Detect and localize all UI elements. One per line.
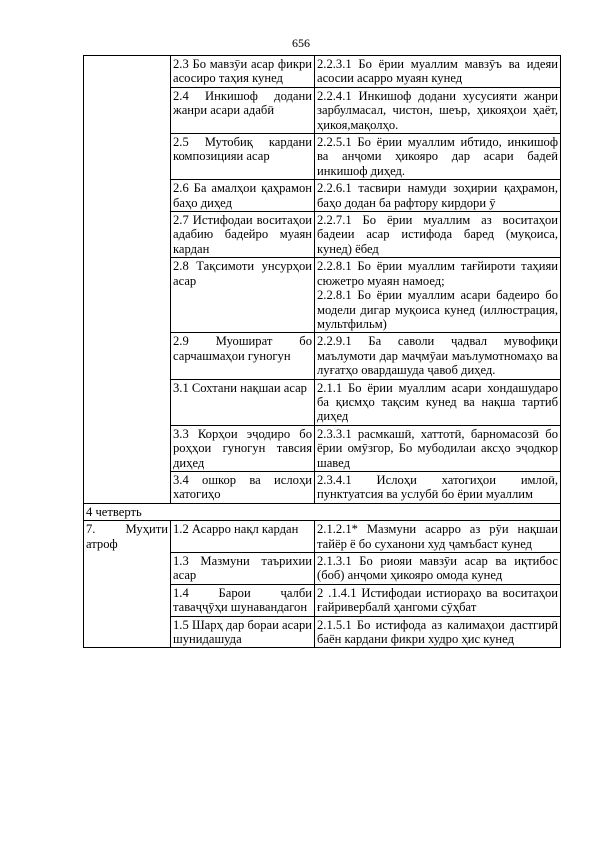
skill-cell: 3.1 Сохтани нақшаи асар bbox=[171, 379, 315, 425]
criteria-cell: 2 .1.4.1 Истифодаи истиораҳо ва воситаҳои ғайривербалӣ ҳангоми сӯҳбат bbox=[315, 584, 561, 616]
criteria-cell: 2.2.5.1 Бо ёрии муаллим ибтидо, инкишоф ва анҷоми ҳикояро дар асари бадеӣ инкишоф диҳед. bbox=[315, 134, 561, 180]
skill-cell: 3.4 ошкор ва ислоҳи хатогиҳо bbox=[171, 471, 315, 503]
skill-cell: 2.6 Ба амалҳои қаҳрамон баҳо диҳед bbox=[171, 180, 315, 212]
section-label: 7. Муҳити атроф bbox=[84, 521, 171, 648]
skill-cell: 1.5 Шарҳ дар бораи асари шунидашуда bbox=[171, 616, 315, 648]
criteria-line: 2.2.8.1 Бо ёрии муаллим асари бадеиро бо модели дигар муқоиса кунед (иллюстрация, мультфильм) bbox=[317, 288, 558, 331]
criteria-cell: 2.2.6.1 тасвири намуди зоҳирии қаҳрамон, баҳо додан ба рафтору кирдори ӯ bbox=[315, 180, 561, 212]
skill-cell: 2.7 Истифодаи воситаҳои адабию бадейро муаян кардан bbox=[171, 212, 315, 258]
criteria-cell: 2.1.2.1* Мазмуни асарро аз рӯи нақшаи тайёр ё бо суханони худ ҷамъбаст кунед bbox=[315, 521, 561, 553]
skill-cell: 1.3 Мазмуни таърихии асар bbox=[171, 553, 315, 585]
skill-cell: 2.8 Тақсимоти унсурҳои асар bbox=[171, 258, 315, 333]
criteria-cell: 2.3.4.1 Ислоҳи хатогиҳои имлоӣ, пунктуатсия ва услубӣ бо ёрии муаллим bbox=[315, 471, 561, 503]
skill-cell: 3.3 Корҳои эҷодиро бо роҳҳои гуногун тавсия диҳед bbox=[171, 425, 315, 471]
criteria-cell: 2.1.3.1 Бо риояи мавзӯи асар ва иқтибос (боб) анҷоми ҳикояро омода кунед bbox=[315, 553, 561, 585]
criteria-cell: 2.1.5.1 Бо истифода аз калимаҳои дастгирӣ баён кардани фикри худро ҳис кунед bbox=[315, 616, 561, 648]
criteria-cell: 2.2.9.1 Ба саволи ҷадвал мувофиқи маълумоти дар маҷмӯаи маълумотномаҳо ва луғатҳо овардашуда ҷавоб диҳед. bbox=[315, 333, 561, 379]
quarter-row bbox=[84, 503, 561, 520]
page-number: 656 bbox=[292, 36, 310, 50]
criteria-cell: 2.2.3.1 Бо ёрии муаллим мавзӯъ ва идеяи асосии асарро муаян кунед bbox=[315, 56, 561, 88]
table-row bbox=[84, 56, 561, 88]
skill-cell: 1.4 Барои ҷалби таваҷҷӯҳи шунавандагон bbox=[171, 584, 315, 616]
table-row bbox=[84, 521, 561, 553]
quarter-label: 4 четверть bbox=[84, 503, 561, 520]
criteria-cell bbox=[315, 258, 561, 333]
criteria-line: 2.2.8.1 Бо ёрии муаллим тағйироти таҳияи сюжетро муаян намоед; bbox=[317, 259, 558, 288]
criteria-cell: 2.2.4.1 Инкишоф додани хусусияти жанри зарбулмасал, чистон, шеър, ҳикояҳои ҳаёт, ҳикоя,мақолҳо. bbox=[315, 87, 561, 133]
skill-cell: 2.3 Бо мавзӯи асар фикри асосиро таҳия кунед bbox=[171, 56, 315, 88]
criteria-cell: 2.3.3.1 расмкашӣ, хаттотӣ, барномасозӣ бо ёрии омӯзгор, Бо мубодилаи аксҳо эҷодкор шавед bbox=[315, 425, 561, 471]
skill-cell: 1.2 Асарро нақл кардан bbox=[171, 521, 315, 553]
criteria-cell: 2.2.7.1 Бо ёрии муаллим аз воситаҳои бадеии асар истифода баред (муқоиса, кунед) ёбед bbox=[315, 212, 561, 258]
empty-section-cell bbox=[84, 56, 171, 504]
skill-cell: 2.5 Мутобиқ кардани композицияи асар bbox=[171, 134, 315, 180]
criteria-cell: 2.1.1 Бо ёрии муаллим асари хондашударо ба қисмҳо тақсим кунед ва нақша тартиб диҳед bbox=[315, 379, 561, 425]
curriculum-table bbox=[83, 55, 561, 648]
skill-cell: 2.9 Муошират бо сарчашмаҳои гуногун bbox=[171, 333, 315, 379]
skill-cell: 2.4 Инкишоф додани жанри асари адабӣ bbox=[171, 87, 315, 133]
